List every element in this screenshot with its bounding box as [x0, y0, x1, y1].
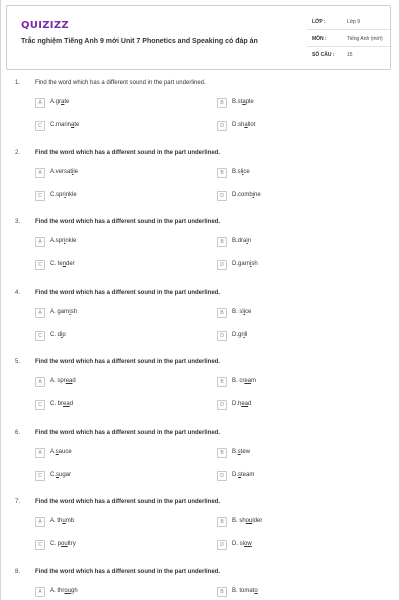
option-text: [50, 99, 69, 105]
option-prefix: B.: [232, 99, 238, 105]
option-word-start: te: [57, 261, 63, 267]
option-text: [50, 401, 73, 407]
option-word-start: p: [57, 541, 62, 547]
option-underlined-part: ou: [64, 588, 72, 594]
option-text: [232, 541, 252, 547]
option-word-end: ce: [245, 309, 252, 315]
option-prefix: C.: [50, 261, 58, 267]
option-word-end: te: [64, 99, 70, 105]
option-word-start: spr: [57, 378, 66, 384]
meta-count-label: SỐ CÂU :: [312, 52, 335, 58]
option-word-end: p: [62, 332, 66, 338]
option-letter-badge: C: [35, 331, 45, 341]
option-text: [232, 192, 261, 198]
option-prefix: D.: [232, 541, 240, 547]
option-prefix: A.: [50, 99, 56, 105]
option-letter-badge: A: [35, 237, 45, 247]
option-word-end: gh: [71, 588, 78, 594]
option-text: [232, 518, 262, 524]
option-underlined-part: u: [62, 518, 66, 524]
quizizz-logo: QUIZIZZ: [21, 20, 69, 31]
question-prompt: Find the word which has a different sound in the part underlined.: [35, 80, 206, 86]
option-text: [232, 449, 250, 455]
option-underlined-part: ow: [244, 541, 252, 547]
option-letter-badge: D: [217, 400, 227, 410]
option-underlined-part: s: [238, 472, 241, 478]
option-text: [50, 518, 74, 524]
option-text: [232, 309, 251, 315]
option-word-end: le: [73, 169, 79, 175]
option-letter-badge: B: [217, 168, 227, 178]
question-prompt: Find the word which has a different sound in the part underlined.: [35, 569, 221, 575]
option-word-end: mb: [65, 518, 75, 524]
option-word-start: tomat: [239, 588, 255, 594]
option-text: [50, 588, 78, 594]
option-underlined-part: s: [56, 472, 59, 478]
option-prefix: B.: [232, 169, 238, 175]
question-prompt: Find the word which has a different sound in the part underlined.: [35, 219, 221, 225]
meta-class-label: LỚP :: [312, 19, 326, 25]
option-prefix: D.: [232, 472, 238, 478]
option-word-start: garn: [238, 261, 251, 267]
option-underlined-part: ou: [61, 541, 68, 547]
option-word-end: te: [74, 122, 80, 128]
option-word-start: versat: [55, 169, 73, 175]
option-text: [232, 169, 250, 175]
option-word-end: n: [247, 238, 252, 244]
option-underlined-part: i: [250, 261, 252, 267]
option-word-start: spr: [56, 192, 65, 198]
option-letter-badge: D: [217, 191, 227, 201]
question-number: 7.: [15, 499, 21, 505]
option-prefix: A.: [50, 309, 58, 315]
option-letter-badge: D: [217, 540, 227, 550]
option-underlined-part: i: [243, 309, 246, 315]
option-text: [232, 238, 251, 244]
option-word-end: d: [69, 401, 74, 407]
question-prompt: Find the word which has a different sound in the part underlined.: [35, 150, 221, 156]
option-text: [232, 122, 255, 128]
option-text: [232, 401, 251, 407]
option-letter-badge: B: [217, 448, 227, 458]
option-word-start: br: [57, 401, 64, 407]
option-word-end: auce: [58, 449, 72, 455]
option-underlined-part: s: [237, 449, 241, 455]
option-prefix: B.: [232, 449, 238, 455]
option-text: [50, 169, 78, 175]
option-text: [50, 309, 77, 315]
option-underlined-part: a: [71, 122, 75, 128]
option-underlined-part: ea: [241, 401, 249, 407]
option-prefix: C.: [50, 192, 56, 198]
option-letter-badge: C: [35, 191, 45, 201]
option-text: [50, 332, 66, 338]
option-word-start: dra: [237, 238, 247, 244]
option-letter-badge: B: [217, 308, 227, 318]
meta-divider: [307, 29, 392, 30]
option-word-end: ne: [254, 192, 261, 198]
option-prefix: D.: [232, 332, 238, 338]
option-prefix: B.: [232, 309, 240, 315]
option-text: [50, 541, 76, 547]
option-word-end: ll: [244, 332, 248, 338]
question-prompt: Find the word which has a different sound in the part underlined.: [35, 499, 221, 505]
question-prompt: Find the word which has a different sound in the part underlined.: [35, 359, 221, 365]
option-prefix: A.: [50, 588, 58, 594]
option-prefix: B.: [232, 588, 240, 594]
option-word-start: spr: [55, 238, 65, 244]
option-letter-badge: B: [217, 237, 227, 247]
option-word-start: sl: [239, 541, 245, 547]
option-underlined-part: i: [69, 309, 71, 315]
option-letter-badge: A: [35, 448, 45, 458]
option-prefix: B.: [232, 378, 240, 384]
option-word-start: sh: [238, 122, 245, 128]
option-word-end: ugar: [59, 472, 72, 478]
meta-divider: [307, 46, 392, 47]
option-word-start: garn: [57, 309, 70, 315]
meta-count-value: 15: [347, 52, 353, 58]
option-underlined-part: i: [252, 192, 255, 198]
question-number: 6.: [15, 430, 21, 436]
option-underlined-part: a: [61, 99, 65, 105]
option-letter-badge: A: [35, 517, 45, 527]
option-prefix: B.: [232, 518, 240, 524]
option-letter-badge: C: [35, 471, 45, 481]
option-text: [232, 378, 256, 384]
option-word-end: der: [66, 261, 75, 267]
option-underlined-part: ou: [245, 518, 253, 524]
option-prefix: B.: [232, 238, 238, 244]
option-word-end: d: [248, 401, 252, 407]
option-prefix: A.: [50, 238, 56, 244]
option-underlined-part: a: [242, 99, 246, 105]
option-letter-badge: B: [217, 98, 227, 108]
option-word-end: sh: [70, 309, 78, 315]
option-underlined-part: i: [72, 169, 74, 175]
option-word-start: gr: [55, 99, 62, 105]
question-number: 4.: [15, 290, 21, 296]
question-number: 3.: [15, 219, 21, 225]
option-word-start: cr: [239, 378, 245, 384]
question-number: 5.: [15, 359, 21, 365]
option-letter-badge: A: [35, 377, 45, 387]
option-prefix: C.: [50, 541, 58, 547]
option-text: [50, 261, 75, 267]
option-underlined-part: n: [62, 261, 67, 267]
option-word-start: marin: [56, 122, 72, 128]
option-word-start: sl: [237, 169, 243, 175]
option-word-end: sh: [251, 261, 258, 267]
meta-subject-label: MÔN :: [312, 36, 327, 42]
worksheet-title: Trắc nghiệm Tiếng Anh 9 mới Unit 7 Phonetics and Speaking có đáp án: [21, 38, 258, 45]
option-word-start: d: [57, 332, 62, 338]
option-letter-badge: A: [35, 587, 45, 597]
option-word-start: thr: [57, 588, 65, 594]
option-underlined-part: o: [254, 588, 258, 594]
option-prefix: A.: [50, 378, 58, 384]
option-letter-badge: C: [35, 121, 45, 131]
option-word-start: st: [237, 99, 243, 105]
question-prompt: Find the word which has a different sound in the part underlined.: [35, 290, 221, 296]
option-word-end: m: [251, 378, 257, 384]
option-prefix: A.: [50, 449, 56, 455]
option-letter-badge: C: [35, 540, 45, 550]
meta-panel: [307, 6, 392, 69]
option-word-end: tew: [240, 449, 251, 455]
option-word-end: lder: [252, 518, 263, 524]
option-letter-badge: C: [35, 260, 45, 270]
option-prefix: C.: [50, 401, 58, 407]
option-word-end: ce: [243, 169, 250, 175]
option-underlined-part: i: [246, 238, 248, 244]
meta-subject-value: Tiếng Anh (mới): [347, 36, 383, 42]
option-word-end: ple: [245, 99, 254, 105]
option-prefix: C.: [50, 332, 58, 338]
question-number: 1.: [15, 80, 21, 86]
option-letter-badge: A: [35, 168, 45, 178]
option-prefix: D.: [232, 122, 238, 128]
option-text: [232, 261, 258, 267]
option-text: [232, 472, 254, 478]
worksheet-header: [6, 5, 391, 70]
option-letter-badge: D: [217, 471, 227, 481]
option-text: [50, 449, 72, 455]
question-number: 2.: [15, 150, 21, 156]
option-underlined-part: i: [242, 169, 244, 175]
option-underlined-part: ea: [63, 401, 70, 407]
option-word-start: sl: [239, 309, 244, 315]
option-word-start: th: [57, 518, 63, 524]
option-letter-badge: D: [217, 331, 227, 341]
option-word-end: team: [241, 472, 255, 478]
option-prefix: C.: [50, 122, 56, 128]
option-letter-badge: A: [35, 308, 45, 318]
option-underlined-part: a: [244, 122, 248, 128]
option-word-end: nkle: [65, 192, 77, 198]
option-word-end: nkle: [65, 238, 77, 244]
option-text: [232, 332, 247, 338]
option-word-end: d: [72, 378, 76, 384]
option-word-end: llot: [247, 122, 256, 128]
option-underlined-part: i: [243, 332, 245, 338]
option-prefix: D.: [232, 401, 238, 407]
question-prompt: Find the word which has a different sound in the part underlined.: [35, 430, 221, 436]
option-word-end: ltry: [67, 541, 76, 547]
option-text: [50, 192, 77, 198]
meta-class-value: Lớp 9: [347, 19, 361, 25]
option-text: [50, 472, 71, 478]
option-letter-badge: A: [35, 98, 45, 108]
option-letter-badge: D: [217, 260, 227, 270]
option-text: [50, 378, 76, 384]
option-letter-badge: C: [35, 400, 45, 410]
option-text: [232, 588, 258, 594]
option-prefix: A.: [50, 518, 58, 524]
option-letter-badge: D: [217, 121, 227, 131]
option-underlined-part: i: [64, 192, 66, 198]
option-word-start: sh: [239, 518, 246, 524]
option-prefix: C.: [50, 472, 56, 478]
option-prefix: D.: [232, 261, 238, 267]
option-text: [50, 122, 79, 128]
option-word-start: h: [238, 401, 242, 407]
option-text: [232, 99, 254, 105]
option-underlined-part: i: [64, 238, 66, 244]
option-word-start: comb: [238, 192, 253, 198]
question-number: 8.: [15, 569, 21, 575]
option-prefix: D.: [232, 192, 238, 198]
option-underlined-part: s: [55, 449, 59, 455]
option-underlined-part: ea: [65, 378, 73, 384]
option-text: [50, 238, 76, 244]
option-underlined-part: i: [61, 332, 63, 338]
option-word-start: gr: [238, 332, 244, 338]
option-letter-badge: B: [217, 587, 227, 597]
option-underlined-part: ea: [244, 378, 252, 384]
option-letter-badge: B: [217, 517, 227, 527]
option-prefix: A.: [50, 169, 56, 175]
option-letter-badge: B: [217, 377, 227, 387]
